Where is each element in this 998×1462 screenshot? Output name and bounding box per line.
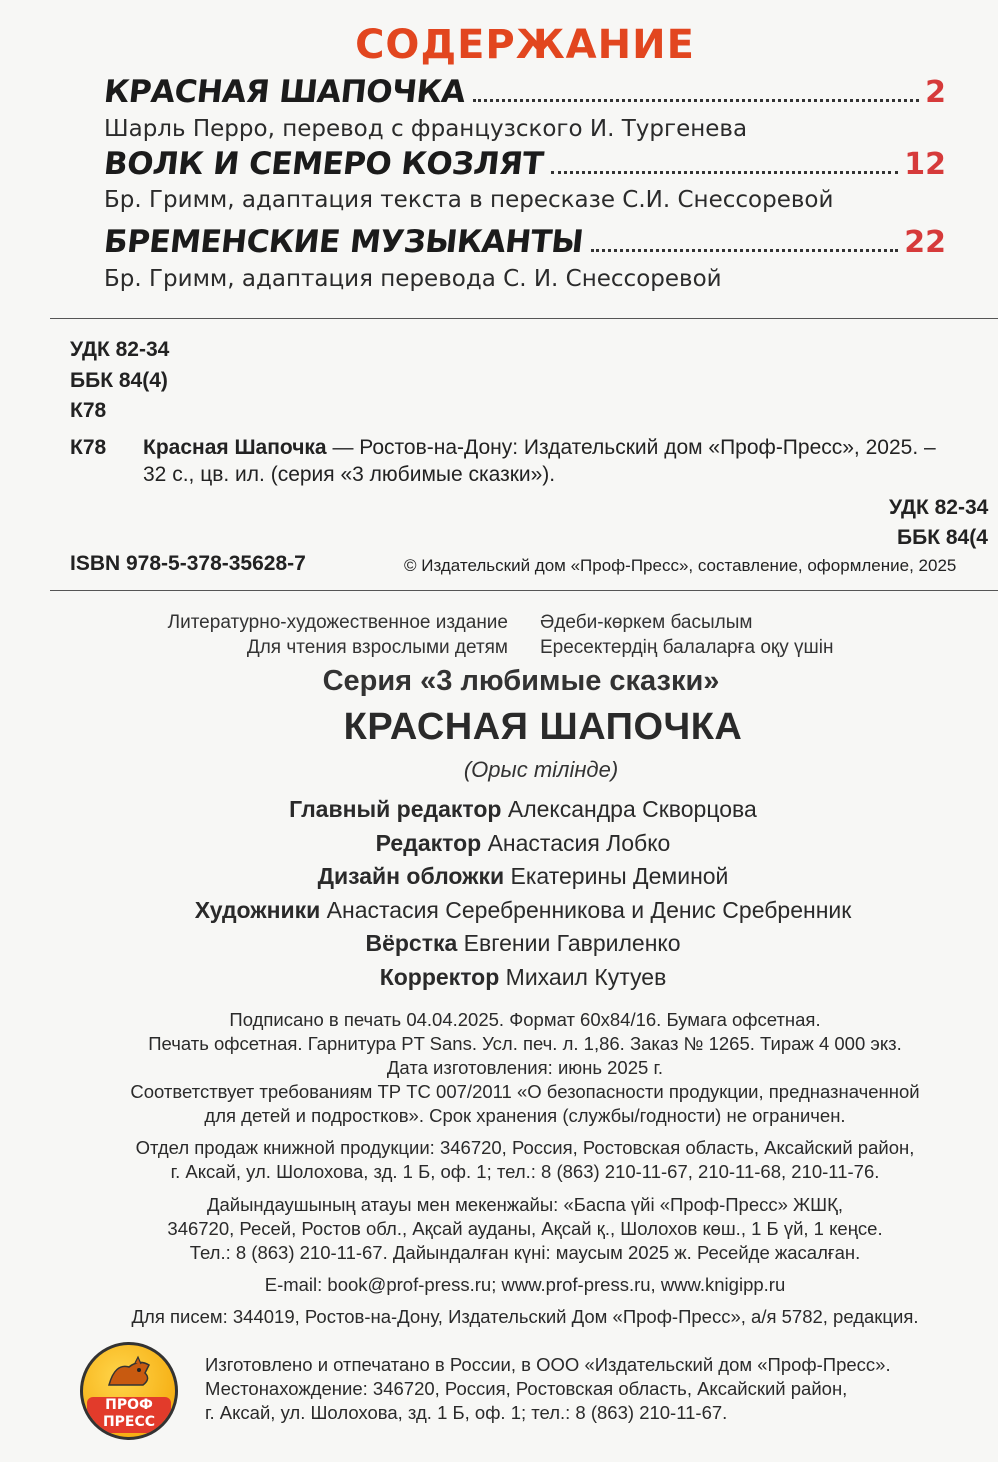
manufacturer-kz-line: Тел.: 8 (863) 210-11-67. Дайындалған күні: маусым 2025 ж. Ресейде жасалған. (189, 1242, 861, 1263)
isbn: ISBN 978-5-378-35628-7 (70, 552, 306, 575)
logo-text (87, 1397, 171, 1433)
credit-role: Дизайн обложки (317, 863, 505, 889)
manufacturer-kz-line: 346720, Ресей, Ростов обл., Ақсай ауданы, Ақсай қ., Шолохов көш., 1 Б үй, 1 кеңсе. (167, 1218, 883, 1239)
manufacturer-kz-line: Дайындаушының атауы мен мекенжайы: «Баспа үйі «Проф-Пресс» ЖШҚ, (206, 1194, 844, 1215)
toc-page-number: 12 (904, 147, 946, 182)
toc-entry-red-riding-hood[interactable] (104, 74, 946, 110)
credit-person: Евгении Гавриленко (457, 930, 681, 956)
credit-person: Екатерины Деминой (504, 863, 729, 889)
contents-title: СОДЕРЖАНИЕ (355, 22, 695, 68)
logo-text-line1: ПРОФ (105, 1397, 153, 1413)
toc-entry-bremen-musicians[interactable] (104, 224, 946, 260)
credit-person: Анастасия Серебренникова и Денис Сребренник (320, 897, 852, 923)
divider (50, 318, 998, 319)
credit-role: Корректор (379, 964, 500, 990)
toc-entry-wolf-and-kids[interactable] (104, 146, 946, 182)
sales-department-line: г. Аксай, ул. Шолохова, зд. 1 Б, оф. 1; тел.: 8 (863) 210-11-67, 210-11-68, 210-11-76. (170, 1161, 880, 1182)
copyright: © Издательский дом «Проф-Пресс», составление, оформление, 2025 (404, 556, 957, 575)
entry-title: Красная Шапочка (143, 436, 327, 459)
divider (50, 590, 998, 591)
series-title: Серия «3 любимые сказки» (322, 665, 720, 697)
credit-person: Анастасия Лобко (481, 830, 671, 856)
credit-role: Главный редактор (289, 796, 502, 822)
language-note: (Орыс тілінде) (463, 757, 619, 782)
credit-person: Александра Скворцова (501, 796, 757, 822)
toc-leader-dots (473, 99, 919, 102)
bbk-code: ББК 84(4) (70, 369, 168, 392)
toc-page-number: 22 (904, 225, 946, 260)
logo-text-line2: ПРЕСС (102, 1414, 156, 1430)
sales-department-line: Отдел продаж книжной продукции: 346720, Россия, Ростовская область, Аксайский район, (135, 1137, 915, 1158)
entry-author-mark: К78 (70, 436, 107, 459)
imprint-line: Печать офсетная. Гарнитура PT Sans. Усл. печ. л. 1,86. Заказ № 1265. Тираж 4 000 экз. (148, 1033, 902, 1054)
toc-entry-title: КРАСНАЯ ШАПОЧКА (102, 74, 467, 110)
imprint-line: для детей и подростков». Срок хранения (службы/годности) не ограничен. (204, 1105, 846, 1126)
credit-role: Вёрстка (365, 930, 458, 956)
publisher-logo (80, 1342, 178, 1440)
udk-code-right: УДК 82-34 (889, 496, 989, 519)
mailing-address: Для писем: 344019, Ростов-на-Дону, Издательский Дом «Проф-Пресс», а/я 5782, редакция. (131, 1306, 919, 1327)
edition-type-kz: Әдеби-көркем басылым (540, 612, 753, 633)
toc-entry-title: ВОЛК И СЕМЕРО КОЗЛЯТ (102, 146, 545, 182)
toc-entry-subtitle: Бр. Гримм, адаптация перевода С. И. Снессоревой (104, 266, 722, 292)
book-title: КРАСНАЯ ШАПОЧКА (343, 706, 743, 748)
credit-cover-design (24, 863, 998, 890)
bbk-code-right: ББК 84(4 (897, 526, 988, 549)
imprint-line: Дата изготовления: июнь 2025 г. (386, 1057, 664, 1078)
entry-details-line2: 32 с., цв. ил. (серия «3 любимые сказки»). (143, 463, 556, 486)
printed-in-line: Местонахождение: 346720, Россия, Ростовская область, Аксайский район, (205, 1378, 848, 1399)
bibliographic-entry (143, 436, 936, 460)
fox-icon (105, 1355, 155, 1389)
imprint-line: Соответствует требованиям ТР ТС 007/2011 «О безопасности продукции, предназначенной (130, 1081, 920, 1102)
toc-leader-dots (591, 249, 898, 252)
credit-illustrators (24, 897, 998, 924)
toc-page-number: 2 (925, 75, 946, 110)
contact-links[interactable]: E-mail: book@prof-press.ru; www.prof-press.ru, www.knigipp.ru (264, 1274, 786, 1295)
audience-kz: Ересектердің балаларға оқу үшін (540, 637, 834, 658)
toc-entry-title: БРЕМЕНСКИЕ МУЗЫКАНТЫ (102, 224, 585, 260)
credit-role: Редактор (375, 830, 482, 856)
entry-details: — Ростов-на-Дону: Издательский дом «Проф-Пресс», 2025. – (326, 436, 936, 459)
credit-proofreader (24, 964, 998, 991)
printed-in-line: г. Аксай, ул. Шолохова, зд. 1 Б, оф. 1; тел.: 8 (863) 210-11-67. (205, 1402, 728, 1423)
printed-in-line: Изготовлено и отпечатано в России, в ООО «Издательский дом «Проф-Пресс». (205, 1354, 891, 1375)
credit-person: Михаил Кутуев (499, 964, 667, 990)
credit-editor (24, 830, 998, 857)
toc-leader-dots (551, 171, 898, 174)
toc-entry-subtitle: Бр. Гримм, адаптация текста в пересказе С.И. Снессоревой (104, 187, 834, 213)
author-mark: К78 (70, 399, 107, 422)
edition-type-ru: Литературно-художественное издание (167, 612, 508, 633)
audience-ru: Для чтения взрослыми детям (246, 637, 508, 658)
imprint-line: Подписано в печать 04.04.2025. Формат 60х84/16. Бумага офсетная. (229, 1009, 821, 1030)
udk-code: УДК 82-34 (70, 338, 170, 361)
toc-entry-subtitle: Шарль Перро, перевод с французского И. Тургенева (104, 116, 748, 142)
credit-layout (24, 930, 998, 957)
credit-chief-editor (24, 796, 998, 823)
credit-role: Художники (194, 897, 321, 923)
